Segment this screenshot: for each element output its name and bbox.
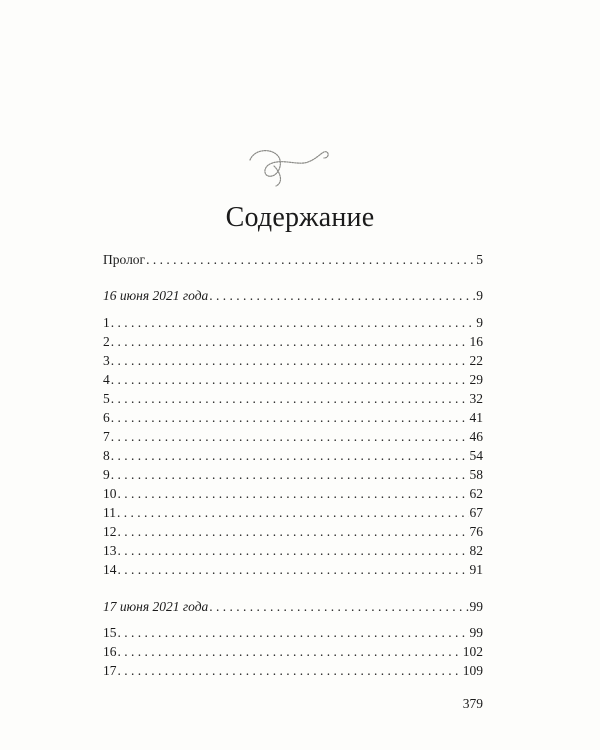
toc-part1-chapters: [103, 313, 483, 579]
toc-page: 58: [469, 467, 483, 482]
toc-row-chapter: [103, 465, 483, 484]
toc-label: 2: [103, 334, 110, 349]
toc-row-chapter: [103, 661, 483, 680]
toc-prologue-group: [103, 250, 483, 269]
toc-page: 9: [476, 288, 483, 303]
toc-row-chapter: [103, 484, 483, 503]
dot-leader: [118, 484, 469, 503]
toc-label: 10: [103, 486, 117, 501]
toc-row-part1-heading: [103, 286, 483, 305]
toc-label: 9: [103, 467, 110, 482]
toc-part2-chapters: [103, 623, 483, 680]
toc-row-chapter: [103, 408, 483, 427]
toc-label: 3: [103, 353, 110, 368]
dot-leader: [118, 522, 469, 541]
dot-leader: [209, 286, 475, 305]
toc-page: 99: [469, 599, 483, 614]
toc-label: 13: [103, 543, 117, 558]
page-title: Содержание: [225, 202, 375, 233]
toc-page: 102: [462, 644, 483, 659]
dot-leader: [118, 560, 469, 579]
toc-label: 14: [103, 562, 117, 577]
toc-label: 11: [103, 505, 116, 520]
toc-page: 9: [476, 315, 483, 330]
dot-leader: [111, 313, 476, 332]
toc-label: 6: [103, 410, 110, 425]
toc-row-chapter: [103, 522, 483, 541]
toc-part2-heading-group: [103, 597, 483, 616]
dot-leader: [146, 250, 475, 269]
toc-label: 16 июня 2021 года: [103, 288, 209, 303]
toc-page: 109: [462, 663, 483, 678]
toc-page: 67: [469, 505, 483, 520]
dot-leader: [111, 389, 469, 408]
toc-row-chapter: [103, 503, 483, 522]
toc-row-chapter: [103, 313, 483, 332]
dot-leader: [111, 408, 469, 427]
toc-page: 76: [469, 524, 483, 539]
toc-label: 8: [103, 448, 110, 463]
toc-page: 29: [469, 372, 483, 387]
toc-page: 16: [469, 334, 483, 349]
dot-leader: [209, 597, 468, 616]
toc-label: 17: [103, 663, 117, 678]
toc-page: 22: [469, 353, 483, 368]
flourish-ornament-icon: [246, 140, 332, 192]
toc-row-chapter: [103, 427, 483, 446]
toc-label: 15: [103, 625, 117, 640]
toc-row-chapter: [103, 389, 483, 408]
toc-label: 16: [103, 644, 117, 659]
toc-row-chapter: [103, 642, 483, 661]
toc-row-prologue: [103, 250, 483, 269]
toc-row-chapter: [103, 446, 483, 465]
toc-page: 91: [469, 562, 483, 577]
toc-page: 99: [469, 625, 483, 640]
toc-page: 5: [476, 252, 483, 267]
toc-row-chapter: [103, 351, 483, 370]
toc-label: Пролог: [103, 252, 146, 267]
dot-leader: [111, 332, 469, 351]
toc-row-chapter: [103, 370, 483, 389]
toc-label: 4: [103, 372, 110, 387]
toc-row-part2-heading: [103, 597, 483, 616]
toc-label: 1: [103, 315, 110, 330]
toc-row-chapter: [103, 332, 483, 351]
toc-page: 54: [469, 448, 483, 463]
toc-label: 7: [103, 429, 110, 444]
toc-page: 62: [469, 486, 483, 501]
toc-page: 41: [469, 410, 483, 425]
dot-leader: [111, 446, 469, 465]
toc-page: 46: [469, 429, 483, 444]
toc-row-chapter: [103, 560, 483, 579]
toc-row-chapter: [103, 541, 483, 560]
toc-row-chapter: [103, 623, 483, 642]
toc-label: 17 июня 2021 года: [103, 599, 209, 614]
dot-leader: [118, 623, 469, 642]
toc-label: 12: [103, 524, 117, 539]
toc-label: 5: [103, 391, 110, 406]
toc-part1-heading-group: [103, 286, 483, 305]
dot-leader: [111, 370, 469, 389]
dot-leader: [118, 661, 462, 680]
dot-leader: [117, 503, 469, 522]
dot-leader: [118, 642, 462, 661]
toc-page: 32: [469, 391, 483, 406]
dot-leader: [111, 465, 469, 484]
dot-leader: [111, 351, 469, 370]
dot-leader: [118, 541, 469, 560]
page-number: 379: [462, 696, 483, 711]
dot-leader: [111, 427, 469, 446]
toc-page: 82: [469, 543, 483, 558]
